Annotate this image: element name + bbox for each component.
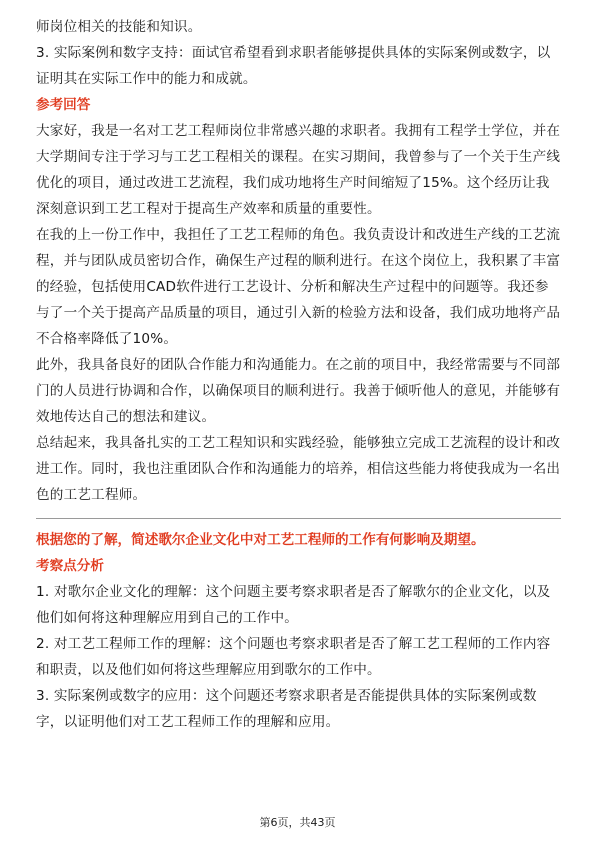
section-divider [36, 518, 561, 519]
analysis-point-2: 2. 对工艺工程师工作的理解：这个问题也考察求职者是否了解工艺工程师的工作内容和职责，以及他们如何将这些理解应用到歌尔的工作中。 [36, 636, 551, 678]
question-title: 根据您的了解，简述歌尔企业文化中对工艺工程师的工作有何影响及期望。 [36, 532, 485, 548]
paragraph-continuation: 师岗位相关的技能和知识。 [36, 19, 202, 35]
answer-paragraph-2: 在我的上一份工作中，我担任了工艺工程师的角色。我负责设计和改进生产线的工艺流程，并与团队成员密切合作，确保生产过程的顺利进行。在这个岗位上，我积累了丰富的经验，包括使用CAD软件进行工艺设计、分析和解决生产过程中的问题等。我还参与了一个关于提高产品质量的项目，通过引入新的检验方法和设备，我们成功地将产品不合格率降低了10%。 [36, 227, 561, 347]
answer-paragraph-4: 总结起来，我具备扎实的工艺工程知识和实践经验，能够独立完成工艺流程的设计和改进工作。同时，我也注重团队合作和沟通能力的培养，相信这些能力将使我成为一名出色的工艺工程师。 [36, 435, 561, 503]
answer-paragraph-3: 此外，我具备良好的团队合作能力和沟通能力。在之前的项目中，我经常需要与不同部门的人员进行协调和合作，以确保项目的顺利进行。我善于倾听他人的意见，并能够有效地传达自己的想法和建议。 [36, 357, 561, 425]
analysis-point-3: 3. 实际案例或数字的应用：这个问题还考察求职者是否能提供具体的实际案例或数字，以证明他们对工艺工程师工作的理解和应用。 [36, 688, 537, 730]
answer-paragraph-1: 大家好，我是一名对工艺工程师岗位非常感兴趣的求职者。我拥有工程学士学位，并在大学期间专注于学习与工艺工程相关的课程。在实习期间，我曾参与了一个关于生产线优化的项目，通过改进工艺流程，我们成功地将生产时间缩短了15%。这个经历让我深刻意识到工艺工程对于提高生产效率和质量的重要性。 [36, 123, 561, 217]
document-page [36, 14, 561, 735]
page-number: 第6页，共43页 [259, 816, 336, 829]
point-3: 3. 实际案例和数字支持：面试官希望看到求职者能够提供具体的实际案例或数字，以证明其在实际工作中的能力和成就。 [36, 45, 551, 87]
analysis-heading: 考察点分析 [36, 558, 104, 574]
answer-heading: 参考回答 [36, 97, 91, 113]
analysis-point-1: 1. 对歌尔企业文化的理解：这个问题主要考察求职者是否了解歌尔的企业文化，以及他们如何将这种理解应用到自己的工作中。 [36, 584, 551, 626]
